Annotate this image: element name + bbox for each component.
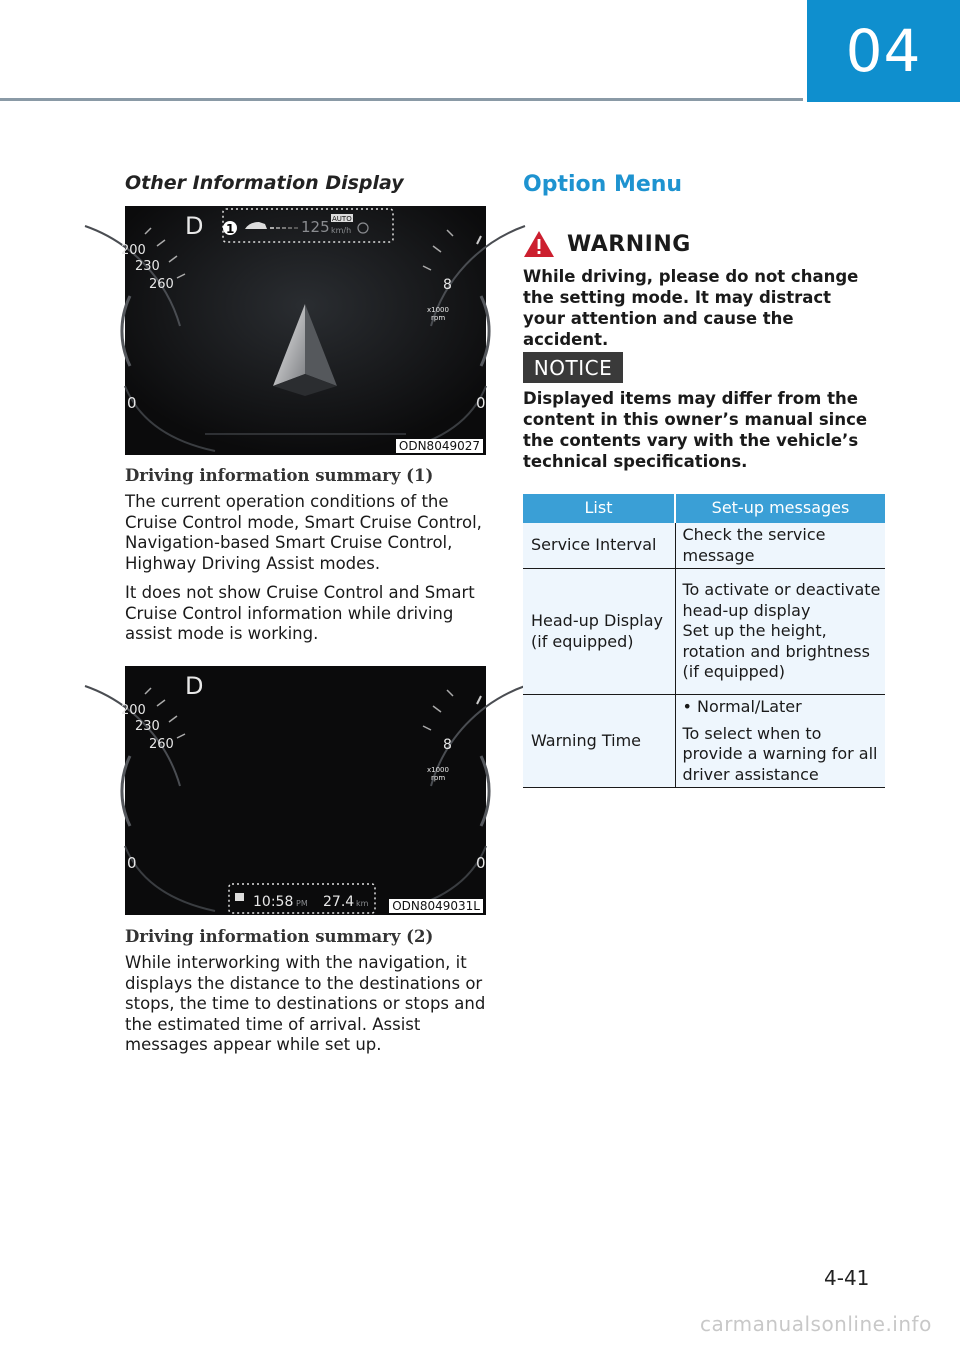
warning-header: [523, 229, 691, 259]
notice-badge: NOTICE: [523, 352, 623, 383]
speed-unit: km/h: [331, 226, 352, 235]
section-title-other-info: Other Information Display: [125, 172, 404, 194]
message-bullet: • Normal/Later: [682, 697, 802, 716]
cell-message: Check the service message: [675, 523, 885, 569]
rpm-label-8: 8: [443, 277, 452, 293]
paragraph-2: It does not show Cruise Control and Smart Cruise Control information while driving assist mode is working.: [125, 583, 475, 643]
time-suffix: PM: [296, 899, 308, 908]
warning-text: While driving, please do not change the setting mode. It may distract your attention and cause the accident.: [523, 267, 859, 349]
cell-list: [523, 569, 675, 695]
message-line: To activate or deactivate head-up display: [682, 580, 881, 620]
zero-left: 0: [127, 394, 137, 412]
chapter-tab: 04: [807, 0, 960, 102]
message-line: Set up the height, rotation and brightness (if equipped): [682, 621, 870, 682]
speed-tick-200: 200: [121, 703, 146, 718]
auto-badge: AUTO: [332, 215, 352, 223]
message-line: To select when to provide a warning for all driver assistance: [682, 723, 878, 784]
setup-table: [523, 494, 885, 788]
cluster-image-1: [121, 206, 486, 455]
zero-right: 0: [476, 854, 486, 872]
section-title-option-menu: Option Menu: [523, 172, 683, 197]
header-rule: [0, 98, 803, 101]
table-row: [523, 569, 885, 695]
list-line: (if equipped): [531, 631, 634, 651]
notice-text: Displayed items may differ from the content in this owner’s manual since the contents vary with the vehicle’s technical specifications.: [523, 389, 868, 471]
speed-tick-260: 260: [149, 277, 174, 292]
gear-indicator: D: [185, 212, 204, 240]
caption-1: Driving information summary (1): [125, 466, 434, 485]
speed-tick-200: 200: [121, 243, 146, 258]
rpm-unit-bottom: rpm: [431, 774, 446, 782]
cluster-image-2: [121, 666, 486, 915]
zero-right: 0: [476, 394, 486, 412]
distance-unit: km: [356, 899, 369, 908]
cell-list: Warning Time: [523, 695, 675, 788]
cell-message: [675, 695, 885, 788]
cell-message: [675, 569, 885, 695]
flag-icon: [235, 893, 244, 901]
figure-code-1: ODN8049027: [396, 439, 483, 453]
callout-number: 1: [226, 222, 235, 236]
warning-label: WARNING: [567, 231, 691, 257]
figure-code-2: ODN8049031L: [389, 899, 483, 913]
paragraph-1: The current operation conditions of the Cruise Control mode, Smart Cruise Control, Navigation-based Smart Cruise Control, Highway Driving Assist modes.: [125, 492, 482, 573]
table-row: [523, 695, 885, 788]
watermark: carmanualsonline.info: [700, 1312, 932, 1336]
cell-list: Service Interval: [523, 523, 675, 569]
speed-tick-260: 260: [149, 737, 174, 752]
header-setup-messages: Set-up messages: [675, 494, 885, 523]
header-list: List: [523, 494, 675, 523]
rpm-unit-top: x1000: [427, 306, 449, 314]
cluster-graphic-1: [121, 206, 486, 455]
page-number: 4-41: [824, 1266, 870, 1290]
distance-value: 27.4: [323, 894, 355, 910]
table-header-row: [523, 494, 885, 523]
set-speed: 125: [301, 218, 330, 236]
zero-left: 0: [127, 854, 137, 872]
time-value: 10:58: [253, 894, 294, 910]
rpm-unit-bottom: rpm: [431, 314, 446, 322]
speed-tick-230: 230: [135, 259, 160, 274]
list-line: Head-up Display: [531, 611, 663, 630]
rpm-unit-top: x1000: [427, 766, 449, 774]
caption-2: Driving information summary (2): [125, 927, 434, 946]
cluster-graphic-2: [121, 666, 486, 915]
speed-tick-230: 230: [135, 719, 160, 734]
warning-triangle-icon: [523, 229, 555, 259]
rpm-label-8: 8: [443, 737, 452, 753]
paragraph-3: While interworking with the navigation, it displays the distance to the destinations or stops, the time to destinations or stops and the estimated time of arrival. Assist messages appear while set up.: [125, 953, 486, 1054]
table-row: [523, 523, 885, 569]
gear-indicator: D: [185, 672, 204, 700]
